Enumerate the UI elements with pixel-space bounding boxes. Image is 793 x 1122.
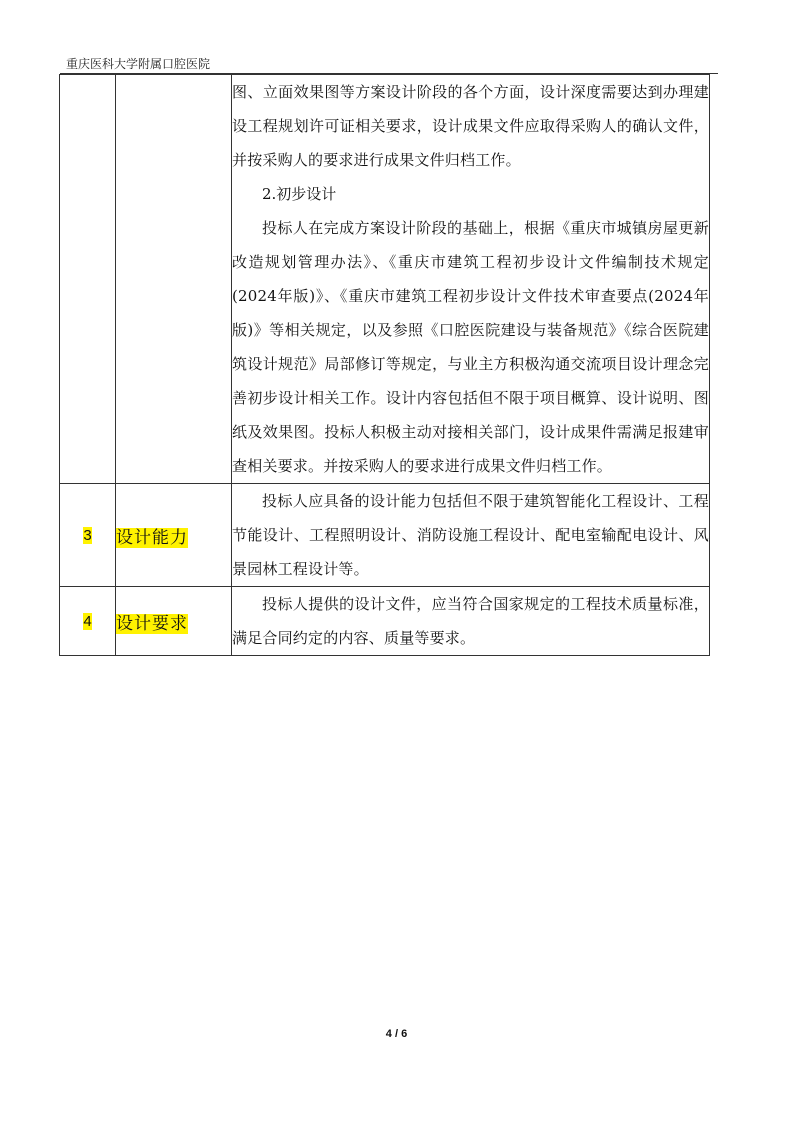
document-header: 重庆医科大学附属口腔医院	[66, 57, 211, 71]
subheading-preliminary-design: 2.初步设计	[262, 185, 337, 203]
row-label: 设计能力	[116, 527, 188, 548]
row-label-cell	[116, 75, 232, 484]
row-label-cell	[116, 484, 232, 587]
row-label: 设计要求	[116, 613, 188, 634]
row-content-cell	[232, 484, 710, 587]
paragraph-preliminary-design: 投标人在完成方案设计阶段的基础上，根据《重庆市城镇房屋更新改造规划管理办法》、《重庆市建筑工程初步设计文件编制技术规定(2024年版)》、《重庆市建筑工程初步设计文件技术审查要点(2024年版)》等相关规定，以及参照《口腔医院建设与装备规范》《综合医院建筑设计规范》局部修订等规定，与业主方积极沟通交流项目设计理念完善初步设计相关工作。设计内容包括但不限于项目概算、设计说明、图纸及效果图。投标人积极主动对接相关部门，设计成果件需满足报建审查相关要求。并按采购人的要求进行成果文件归档工作。	[232, 219, 709, 475]
page-number: 4 / 6	[385, 1028, 408, 1040]
row-number-cell	[60, 484, 116, 587]
paragraph-continuation: 图、立面效果图等方案设计阶段的各个方面，设计深度需要达到办理建设工程规划许可证相关要求，设计成果文件应取得采购人的确认文件，并按采购人的要求进行成果文件归档工作。	[232, 83, 709, 169]
paragraph-design-requirements: 投标人提供的设计文件，应当符合国家规定的工程技术质量标准，满足合同约定的内容、质量等要求。	[232, 595, 709, 647]
row-number: 3	[83, 526, 92, 544]
row-number-cell	[60, 587, 116, 656]
table-row	[60, 484, 710, 587]
paragraph-design-capability: 投标人应具备的设计能力包括但不限于建筑智能化工程设计、工程节能设计、工程照明设计、消防设施工程设计、配电室输配电设计、风景园林工程设计等。	[232, 492, 709, 578]
row-content-cell	[232, 75, 710, 484]
table-row	[60, 587, 710, 656]
row-content-cell	[232, 587, 710, 656]
row-number-cell	[60, 75, 116, 484]
row-number: 4	[83, 612, 92, 630]
spec-table	[59, 74, 710, 656]
row-label-cell	[116, 587, 232, 656]
table-row	[60, 75, 710, 484]
